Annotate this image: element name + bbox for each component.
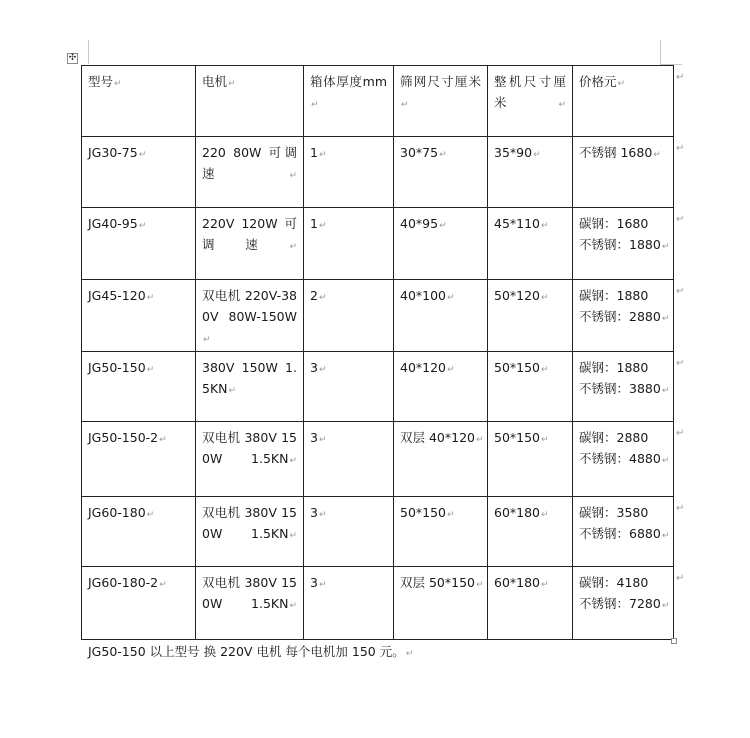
paragraph-mark-icon: ↵ bbox=[138, 150, 147, 160]
paragraph-mark-icon: ↵ bbox=[318, 293, 327, 303]
price-line: 不锈钢：3880↵ bbox=[579, 381, 670, 396]
cell-machine-size-text: 60*180↵ bbox=[494, 505, 549, 520]
cell-model-text: JG50-150-2↵ bbox=[88, 430, 167, 445]
cell-screen-size-text: 40*95↵ bbox=[400, 216, 447, 231]
header-cell-machine-size[interactable]: 整机尺寸厘米↵ bbox=[488, 66, 573, 137]
row-end-mark-icon: ↵ bbox=[676, 213, 685, 225]
paragraph-mark-icon: ↵ bbox=[289, 456, 297, 466]
cell-motor[interactable] bbox=[196, 137, 304, 208]
paragraph-mark-icon: ↵ bbox=[228, 79, 236, 89]
cell-thickness-text: 1↵ bbox=[310, 216, 327, 231]
row-end-mark-icon: ↵ bbox=[676, 142, 685, 154]
paragraph-mark-icon: ↵ bbox=[541, 221, 549, 231]
paragraph-mark-icon: ↵ bbox=[439, 150, 447, 160]
footnote-paragraph[interactable] bbox=[88, 643, 413, 663]
cell-machine-size[interactable] bbox=[488, 208, 573, 280]
table-row bbox=[82, 208, 674, 280]
cell-price[interactable] bbox=[573, 280, 674, 352]
paragraph-mark-icon: ↵ bbox=[318, 221, 327, 231]
paragraph-mark-icon: ↵ bbox=[661, 314, 670, 324]
cell-machine-size-text: 60*180↵ bbox=[494, 575, 549, 590]
paragraph-mark-icon: ↵ bbox=[318, 435, 327, 445]
row-end-mark-icon: ↵ bbox=[676, 357, 685, 369]
table-move-handle-icon[interactable]: ✣ bbox=[68, 53, 77, 63]
row-end-mark-icon: ↵ bbox=[676, 71, 685, 83]
paragraph-mark-icon: ↵ bbox=[476, 580, 484, 590]
price-line: 碳钢：1880 bbox=[579, 288, 649, 303]
cell-screen-size-text: 50*150↵ bbox=[400, 505, 455, 520]
cell-thickness-text: 2↵ bbox=[310, 288, 327, 303]
header-cell-price[interactable]: 价格元↵ bbox=[573, 66, 674, 137]
cell-machine-size-text: 45*110↵ bbox=[494, 216, 549, 231]
price-line: 不锈钢：7280↵ bbox=[579, 596, 670, 611]
cell-model[interactable] bbox=[82, 422, 196, 497]
cell-machine-size[interactable] bbox=[488, 422, 573, 497]
cell-model[interactable] bbox=[82, 352, 196, 422]
paragraph-mark-icon: ↵ bbox=[159, 435, 167, 445]
table-row bbox=[82, 497, 674, 567]
table-row bbox=[82, 567, 674, 640]
cell-motor[interactable] bbox=[196, 280, 304, 352]
cell-motor-text: 220 80W 可调速↵ bbox=[202, 145, 297, 181]
paragraph-mark-icon: ↵ bbox=[541, 435, 549, 445]
paragraph-mark-icon: ↵ bbox=[541, 580, 549, 590]
paragraph-mark-icon: ↵ bbox=[289, 601, 297, 611]
paragraph-mark-icon: ↵ bbox=[138, 221, 147, 231]
paragraph-mark-icon: ↵ bbox=[661, 531, 670, 541]
cell-thickness[interactable] bbox=[304, 497, 394, 567]
cell-model-text: JG45-120↵ bbox=[88, 288, 155, 303]
cell-model-text: JG50-150↵ bbox=[88, 360, 155, 375]
cell-price[interactable] bbox=[573, 422, 674, 497]
price-line: 不锈钢 1680↵ bbox=[579, 145, 661, 160]
cell-thickness[interactable] bbox=[304, 280, 394, 352]
cell-screen-size[interactable] bbox=[394, 280, 488, 352]
cell-screen-size-text: 双层 40*120↵ bbox=[400, 430, 484, 445]
cell-thickness-text: 3↵ bbox=[310, 575, 327, 590]
paragraph-mark-icon: ↵ bbox=[653, 150, 661, 160]
header-cell-thickness[interactable]: 箱体厚度mm↵ bbox=[304, 66, 394, 137]
cell-price[interactable] bbox=[573, 497, 674, 567]
cell-motor-text: 380V 150W 1.5KN↵ bbox=[202, 360, 297, 396]
cell-thickness-text: 3↵ bbox=[310, 505, 327, 520]
paragraph-mark-icon: ↵ bbox=[401, 100, 409, 110]
price-line: 碳钢：3580 bbox=[579, 505, 649, 520]
paragraph-mark-icon: ↵ bbox=[558, 100, 566, 110]
cell-thickness[interactable] bbox=[304, 208, 394, 280]
left-margin-marker bbox=[88, 40, 89, 64]
cell-thickness-text: 1↵ bbox=[310, 145, 327, 160]
price-line: 不锈钢：4880↵ bbox=[579, 451, 670, 466]
cell-screen-size[interactable] bbox=[394, 422, 488, 497]
cell-screen-size-text: 40*120↵ bbox=[400, 360, 455, 375]
price-line: 碳钢：1880 bbox=[579, 360, 649, 375]
header-row bbox=[82, 66, 674, 137]
paragraph-mark-icon: ↵ bbox=[447, 510, 455, 520]
cell-thickness-text: 3↵ bbox=[310, 430, 327, 445]
cell-motor-text: 双电机 380V 150W 1.5KN↵ bbox=[202, 575, 297, 611]
cell-price[interactable] bbox=[573, 352, 674, 422]
paragraph-mark-icon: ↵ bbox=[661, 242, 670, 252]
cell-thickness[interactable] bbox=[304, 137, 394, 208]
table-row bbox=[82, 422, 674, 497]
table-row bbox=[82, 280, 674, 352]
cell-motor-text: 双电机 220V-380V 80W-150W↵ bbox=[202, 288, 297, 345]
table-row bbox=[82, 352, 674, 422]
paragraph-mark-icon: ↵ bbox=[289, 242, 297, 252]
cell-model-text: JG60-180↵ bbox=[88, 505, 155, 520]
cell-screen-size[interactable] bbox=[394, 208, 488, 280]
row-end-mark-icon: ↵ bbox=[676, 427, 685, 439]
paragraph-mark-icon: ↵ bbox=[318, 580, 327, 590]
cell-price[interactable] bbox=[573, 208, 674, 280]
paragraph-mark-icon: ↵ bbox=[289, 531, 297, 541]
row-end-mark-icon: ↵ bbox=[676, 502, 685, 514]
cell-screen-size-text: 双层 50*150↵ bbox=[400, 575, 484, 590]
cell-machine-size[interactable] bbox=[488, 137, 573, 208]
paragraph-mark-icon: ↵ bbox=[146, 293, 155, 303]
price-line: 碳钢：1680 bbox=[579, 216, 649, 231]
cell-screen-size[interactable] bbox=[394, 567, 488, 640]
paragraph-mark-icon: ↵ bbox=[318, 365, 327, 375]
table-resize-handle[interactable] bbox=[671, 638, 677, 644]
paragraph-mark-icon: ↵ bbox=[541, 365, 549, 375]
cell-motor-text: 双电机 380V 150W 1.5KN↵ bbox=[202, 505, 297, 541]
cell-model[interactable] bbox=[82, 280, 196, 352]
paragraph-mark-icon: ↵ bbox=[617, 79, 626, 89]
cell-motor-text: 220V 120W 可调速↵ bbox=[202, 216, 297, 252]
cell-machine-size[interactable] bbox=[488, 567, 573, 640]
cell-thickness[interactable] bbox=[304, 422, 394, 497]
price-line: 不锈钢：1880↵ bbox=[579, 237, 670, 252]
cell-motor[interactable] bbox=[196, 208, 304, 280]
paragraph-mark-icon: ↵ bbox=[146, 510, 155, 520]
paragraph-mark-icon: ↵ bbox=[533, 150, 541, 160]
cell-machine-size[interactable] bbox=[488, 497, 573, 567]
paragraph-mark-icon: ↵ bbox=[159, 580, 167, 590]
paragraph-mark-icon: ↵ bbox=[289, 171, 297, 181]
cell-screen-size-text: 30*75↵ bbox=[400, 145, 447, 160]
cell-machine-size-text: 50*120↵ bbox=[494, 288, 549, 303]
price-line: 碳钢：4180 bbox=[579, 575, 649, 590]
cell-model-text: JG30-75↵ bbox=[88, 145, 147, 160]
price-line: 不锈钢：2880↵ bbox=[579, 309, 670, 324]
cell-machine-size-text: 50*150↵ bbox=[494, 360, 549, 375]
paragraph-mark-icon: ↵ bbox=[661, 601, 670, 611]
paragraph-mark-icon: ↵ bbox=[439, 221, 447, 231]
cell-model[interactable] bbox=[82, 567, 196, 640]
cell-thickness[interactable] bbox=[304, 352, 394, 422]
cell-machine-size-text: 35*90↵ bbox=[494, 145, 541, 160]
cell-motor[interactable] bbox=[196, 497, 304, 567]
table-row bbox=[82, 137, 674, 208]
paragraph-mark-icon: ↵ bbox=[476, 435, 484, 445]
cell-model-text: JG40-95↵ bbox=[88, 216, 147, 231]
cell-model-text: JG60-180-2↵ bbox=[88, 575, 167, 590]
cell-machine-size[interactable] bbox=[488, 280, 573, 352]
paragraph-mark-icon: ↵ bbox=[228, 386, 237, 396]
cell-thickness-text: 3↵ bbox=[310, 360, 327, 375]
cell-price[interactable] bbox=[573, 567, 674, 640]
paragraph-mark-icon: ↵ bbox=[318, 150, 327, 160]
cell-model[interactable] bbox=[82, 208, 196, 280]
header-cell-model[interactable]: 型号↵ bbox=[82, 66, 196, 137]
cell-price[interactable] bbox=[573, 137, 674, 208]
spec-table-body bbox=[82, 66, 674, 640]
cell-motor-text: 双电机 380V 150W 1.5KN↵ bbox=[202, 430, 297, 466]
paragraph-mark-icon: ↵ bbox=[541, 293, 549, 303]
paragraph-mark-icon: ↵ bbox=[661, 456, 670, 466]
header-cell-screen-size[interactable]: 筛网尺寸厘米↵ bbox=[394, 66, 488, 137]
cell-screen-size[interactable] bbox=[394, 137, 488, 208]
paragraph-mark-icon: ↵ bbox=[318, 510, 327, 520]
cell-motor[interactable] bbox=[196, 352, 304, 422]
paragraph-mark-icon: ↵ bbox=[146, 365, 155, 375]
cell-motor[interactable] bbox=[196, 422, 304, 497]
paragraph-mark-icon: ↵ bbox=[114, 79, 122, 89]
paragraph-mark-icon: ↵ bbox=[447, 365, 455, 375]
paragraph-mark-icon: ↵ bbox=[541, 510, 549, 520]
cell-model[interactable] bbox=[82, 137, 196, 208]
header-cell-motor[interactable]: 电机↵ bbox=[196, 66, 304, 137]
row-end-mark-icon: ↵ bbox=[676, 285, 685, 297]
paragraph-mark-icon: ↵ bbox=[661, 386, 670, 396]
paragraph-mark-icon: ↵ bbox=[311, 100, 319, 110]
cell-screen-size[interactable] bbox=[394, 352, 488, 422]
paragraph-mark-icon: ↵ bbox=[203, 335, 211, 345]
footnote-text: JG50-150 以上型号 换 220V 电机 每个电机加 150 元。 bbox=[88, 644, 405, 659]
cell-model[interactable] bbox=[82, 497, 196, 567]
cell-machine-size-text: 50*150↵ bbox=[494, 430, 549, 445]
cell-thickness[interactable] bbox=[304, 567, 394, 640]
spec-table bbox=[81, 65, 674, 640]
cell-motor[interactable] bbox=[196, 567, 304, 640]
right-margin-marker bbox=[660, 40, 661, 64]
cell-screen-size[interactable] bbox=[394, 497, 488, 567]
cell-machine-size[interactable] bbox=[488, 352, 573, 422]
row-end-mark-icon: ↵ bbox=[676, 572, 685, 584]
paragraph-mark-icon: ↵ bbox=[405, 649, 414, 659]
cell-screen-size-text: 40*100↵ bbox=[400, 288, 455, 303]
price-line: 碳钢：2880 bbox=[579, 430, 649, 445]
price-line: 不锈钢：6880↵ bbox=[579, 526, 670, 541]
paragraph-mark-icon: ↵ bbox=[447, 293, 455, 303]
